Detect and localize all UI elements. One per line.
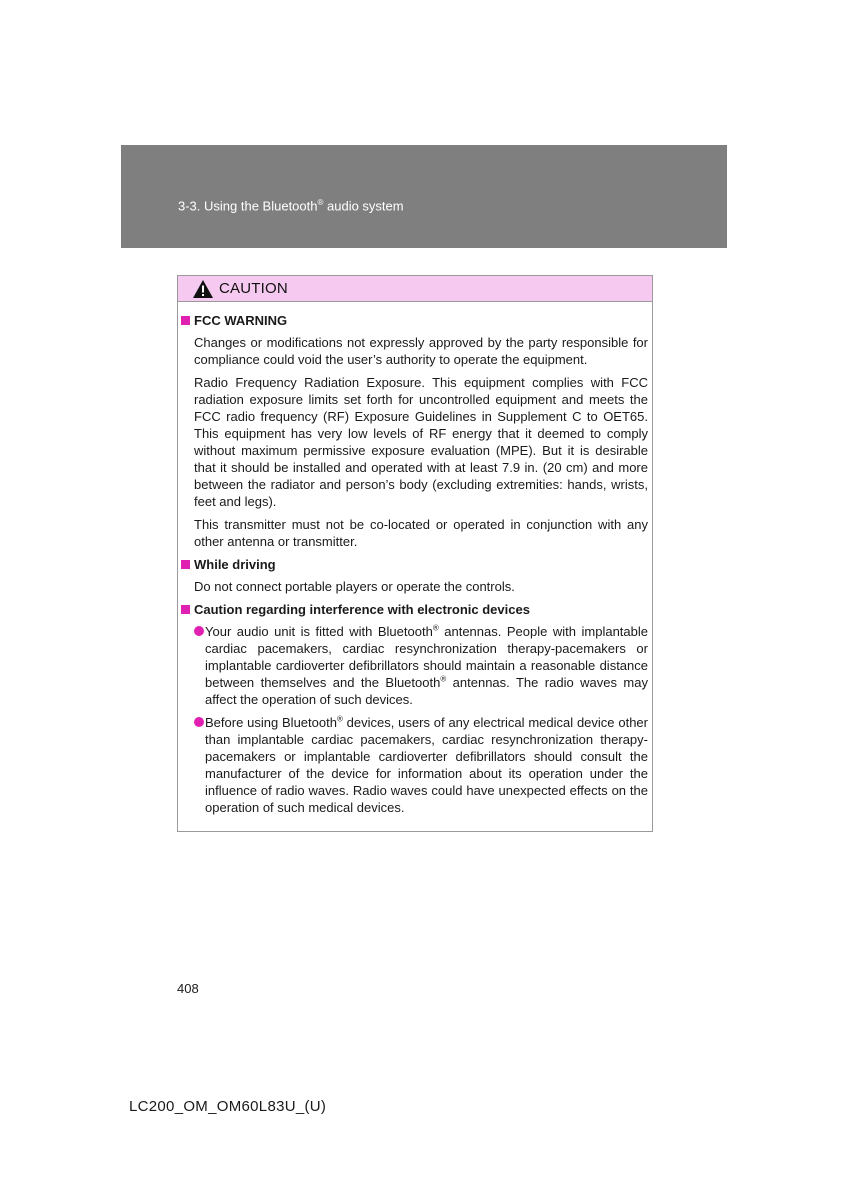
fcc-paragraph-1: Changes or modifications not expressly approved by the party responsible for compliance could void the user’s authority to operate the equipment. [194,335,648,367]
bullet-2-text-b: devices, users of any electrical medical device other than implantable cardiac pacemakers, cardiac resynchronization therapy-pacemakers or implantable cardioverter defibrillators should consult the manufacturer of the device for information about its operation under the influence of radio waves. Radio waves could have unexpected effects on the operation of such medical devices. [205,715,648,815]
round-bullet-icon [194,626,204,636]
registered-mark: ® [317,198,324,207]
while-driving-title: While driving [194,557,276,572]
fcc-paragraph-3: This transmitter must not be co-located or operated in conjunction with any other antenna or transmitter. [194,517,648,549]
caution-box [177,275,653,832]
bullet-1-text-a: Your audio unit is fitted with Bluetooth [205,624,433,639]
section-title-prefix: 3-3. Using the Bluetooth [178,198,318,214]
section-header-band [121,145,727,248]
driving-paragraph: Do not connect portable players or operate the controls. [194,579,515,594]
while-driving-heading [181,556,649,573]
caution-header [178,276,652,302]
square-bullet-icon [181,605,190,614]
registered-mark: ® [440,674,447,684]
interference-bullet-1 [205,623,648,708]
interference-bullet-2 [205,714,648,816]
bullet-1-text-b: antennas. People with implantable cardiac pacemakers, cardiac resynchronization therapy-pacemakers or implantable cardioverter defibrillators should maintain a reasonable distance between themselves and the Bluetooth [205,624,649,690]
round-bullet-icon [194,717,204,727]
caution-label: CAUTION [219,280,288,297]
square-bullet-icon [181,316,190,325]
interference-title: Caution regarding interference with electronic devices [194,602,530,617]
registered-mark: ® [432,623,439,633]
square-bullet-icon [181,560,190,569]
document-code: LC200_OM_OM60L83U_(U) [129,1098,327,1115]
warning-triangle-icon [192,279,214,299]
bullet-1-text-c: antennas. The radio waves may affect the operation of such devices. [205,675,648,707]
fcc-warning-heading [181,312,649,329]
page-number: 408 [177,981,199,996]
fcc-paragraph-2: Radio Frequency Radiation Exposure. This equipment complies with FCC radiation exposure limits set forth for uncontrolled equipment and meets the FCC radio frequency (RF) Exposure Guidelines in Supplement C to OET65. This equipment has very low levels of RF energy that it deemed to comply without maximum permissive exposure evaluation (MPE). But it is desirable that it should be installed and operated with at least 7.9 in. (20 cm) and more between the radiator and person’s body (excluding extremities: hands, wrists, feet and legs). [194,375,648,509]
bullet-2-text-a: Before using Bluetooth [205,715,337,730]
fcc-warning-title: FCC WARNING [194,313,288,328]
section-title-suffix: audio system [323,198,404,214]
registered-mark: ® [336,714,343,724]
interference-heading [181,601,649,618]
caution-content [181,312,649,822]
section-title [178,198,404,213]
